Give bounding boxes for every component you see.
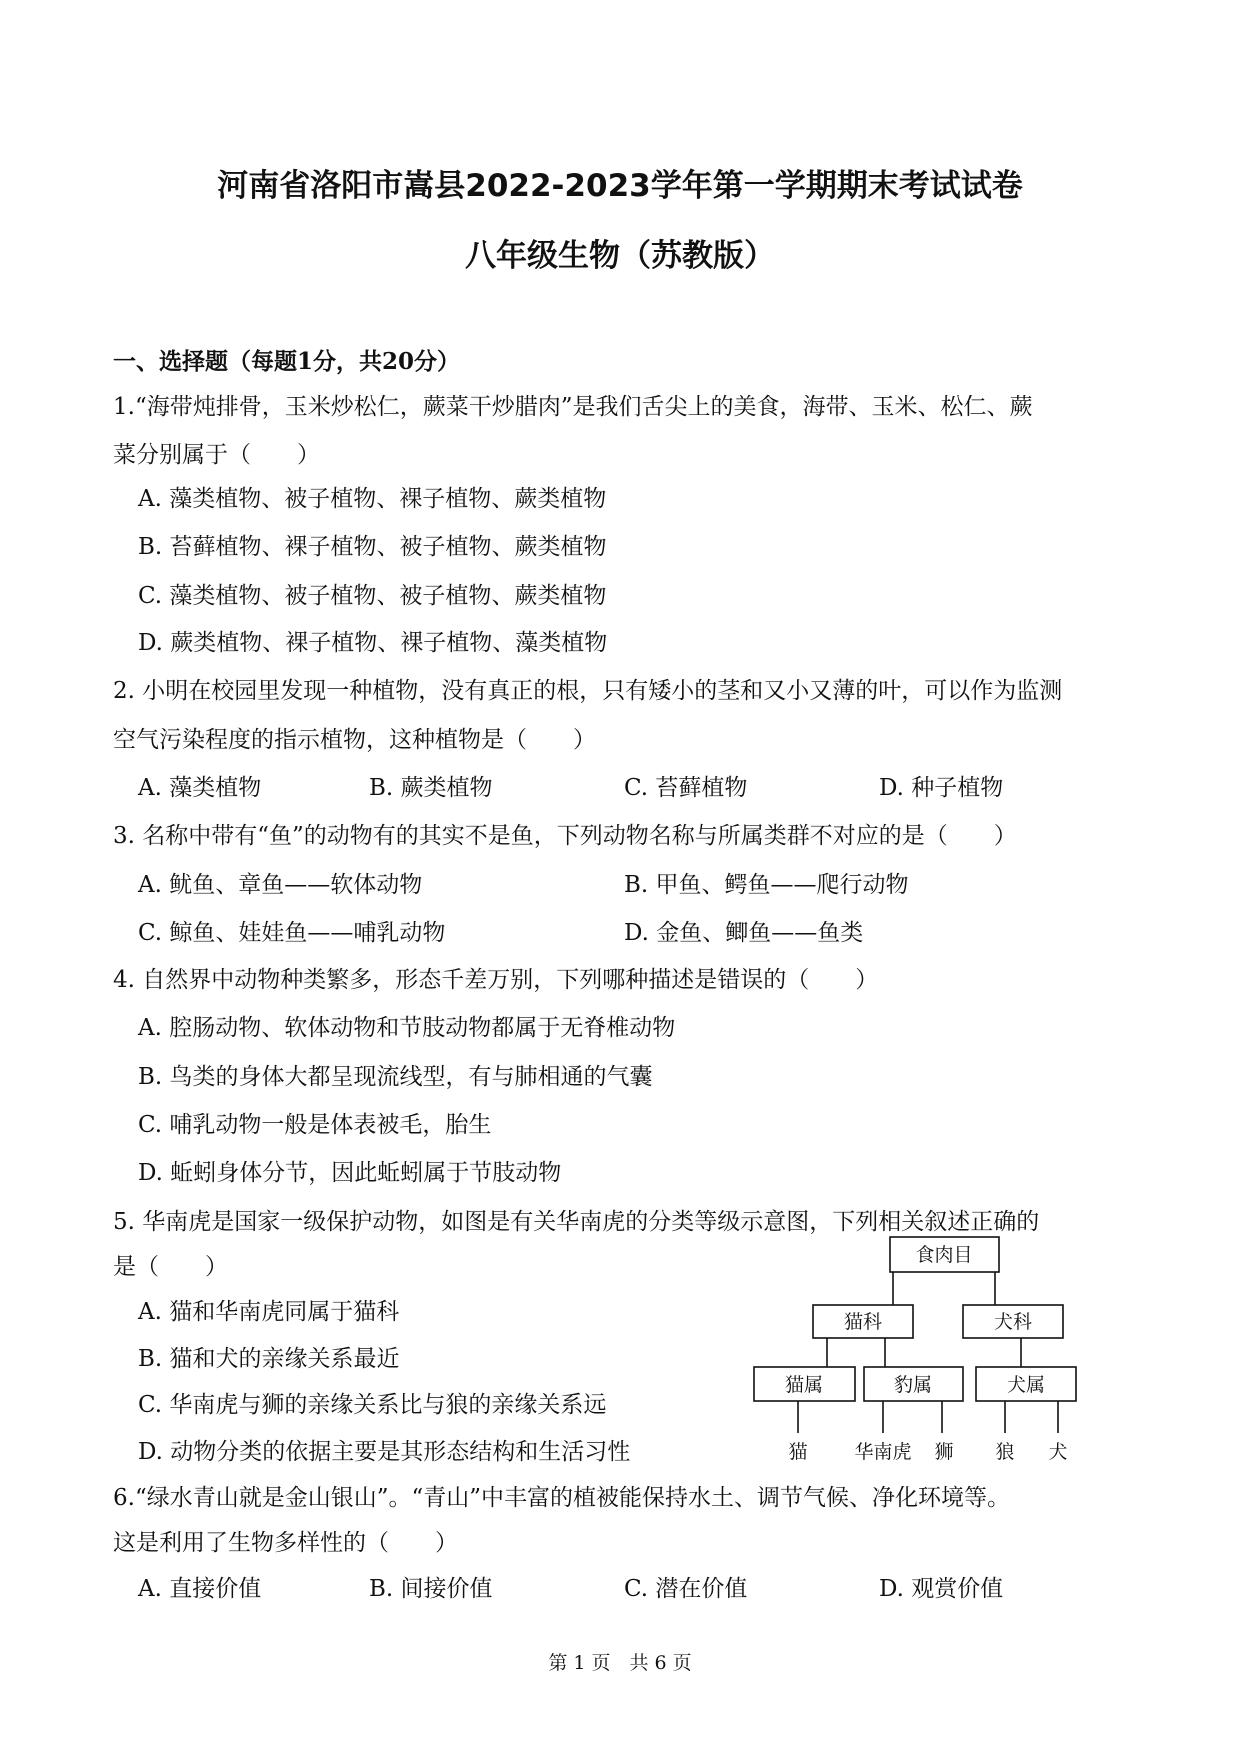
question-5-line-2: 是（ ） bbox=[113, 1254, 228, 1280]
label-order: 食肉目 bbox=[915, 1244, 973, 1266]
question-3-option-c: C. 鲸鱼、娃娃鱼——哺乳动物 bbox=[138, 920, 446, 946]
label-species-lion: 狮 bbox=[934, 1441, 954, 1463]
question-6-option-b: B. 间接价值 bbox=[369, 1576, 493, 1602]
label-genus-panthera: 豹属 bbox=[893, 1374, 933, 1396]
question-5-option-c: C. 华南虎与狮的亲缘关系比与狼的亲缘关系远 bbox=[138, 1392, 607, 1418]
label-species-wolf: 狼 bbox=[995, 1441, 1015, 1463]
question-3-option-b: B. 甲鱼、鳄鱼——爬行动物 bbox=[624, 872, 909, 898]
question-3-option-a: A. 鱿鱼、章鱼——软体动物 bbox=[138, 872, 423, 898]
question-1-option-c: C. 藻类植物、被子植物、被子植物、蕨类植物 bbox=[138, 583, 607, 609]
question-1-option-d: D. 蕨类植物、裸子植物、裸子植物、藻类植物 bbox=[138, 630, 608, 656]
question-5-option-b: B. 猫和犬的亲缘关系最近 bbox=[138, 1346, 400, 1372]
page-footer: 第 1 页 共 6 页 bbox=[548, 1652, 692, 1674]
question-6-option-d: D. 观赏价值 bbox=[879, 1576, 1004, 1602]
question-5-option-a: A. 猫和华南虎同属于猫科 bbox=[138, 1299, 400, 1325]
question-6-option-a: A. 直接价值 bbox=[138, 1576, 262, 1602]
question-2-option-b: B. 蕨类植物 bbox=[369, 775, 493, 801]
question-6-option-c: C. 潜在价值 bbox=[624, 1576, 748, 1602]
question-3-option-d: D. 金鱼、鲫鱼——鱼类 bbox=[624, 920, 864, 946]
section-heading: 一、选择题（每题1分，共20分） bbox=[113, 348, 461, 375]
question-4-option-d: D. 蚯蚓身体分节，因此蚯蚓属于节肢动物 bbox=[138, 1160, 562, 1186]
question-1-line-1: 1.“海带炖排骨，玉米炒松仁，蕨菜干炒腊肉”是我们舌尖上的美食，海带、玉米、松仁、蕨 bbox=[113, 394, 1033, 420]
question-4-option-a: A. 腔肠动物、软体动物和节肢动物都属于无脊椎动物 bbox=[138, 1015, 676, 1041]
question-6-line-1: 6.“绿水青山就是金山银山”。“青山”中丰富的植被能保持水土、调节气候、净化环境等。 bbox=[113, 1485, 1010, 1511]
question-2-option-d: D. 种子植物 bbox=[879, 775, 1004, 801]
label-genus-felis: 猫属 bbox=[784, 1374, 824, 1396]
label-genus-canis: 犬属 bbox=[1006, 1374, 1046, 1396]
question-2-line-1: 2. 小明在校园里发现一种植物，没有真正的根，只有矮小的茎和又小又薄的叶，可以作为监测 bbox=[113, 678, 1063, 704]
question-5-line-1: 5. 华南虎是国家一级保护动物，如图是有关华南虎的分类等级示意图，下列相关叙述正确的 bbox=[113, 1209, 1040, 1235]
question-3-line-1: 3. 名称中带有“鱼”的动物有的其实不是鱼，下列动物名称与所属类群不对应的是（ ） bbox=[113, 823, 1017, 849]
question-4-option-b: B. 鸟类的身体大都呈现流线型，有与肺相通的气囊 bbox=[138, 1064, 653, 1090]
question-2-line-2: 空气污染程度的指示植物，这种植物是（ ） bbox=[113, 727, 596, 753]
question-2-option-a: A. 藻类植物 bbox=[138, 775, 262, 801]
label-family-cat: 猫科 bbox=[843, 1311, 883, 1333]
question-5-option-d: D. 动物分类的依据主要是其形态结构和生活习性 bbox=[138, 1439, 631, 1465]
label-species-tiger: 华南虎 bbox=[854, 1441, 912, 1463]
page-subtitle: 八年级生物（苏教版） bbox=[465, 238, 775, 274]
question-1-option-a: A. 藻类植物、被子植物、裸子植物、蕨类植物 bbox=[138, 486, 607, 512]
label-species-cat: 猫 bbox=[788, 1441, 808, 1463]
page-title: 河南省洛阳市嵩县2022-2023学年第一学期期末考试试卷 bbox=[217, 168, 1023, 204]
question-4-line-1: 4. 自然界中动物种类繁多，形态千差万别，下列哪种描述是错误的（ ） bbox=[113, 967, 879, 993]
label-family-dog: 犬科 bbox=[993, 1311, 1033, 1333]
question-2-option-c: C. 苔藓植物 bbox=[624, 775, 748, 801]
question-6-line-2: 这是利用了生物多样性的（ ） bbox=[113, 1530, 458, 1556]
question-4-option-c: C. 哺乳动物一般是体表被毛，胎生 bbox=[138, 1112, 492, 1138]
label-species-dog: 犬 bbox=[1048, 1441, 1068, 1463]
question-1-line-2: 菜分别属于（ ） bbox=[113, 442, 320, 468]
question-1-option-b: B. 苔藓植物、裸子植物、被子植物、蕨类植物 bbox=[138, 534, 607, 560]
